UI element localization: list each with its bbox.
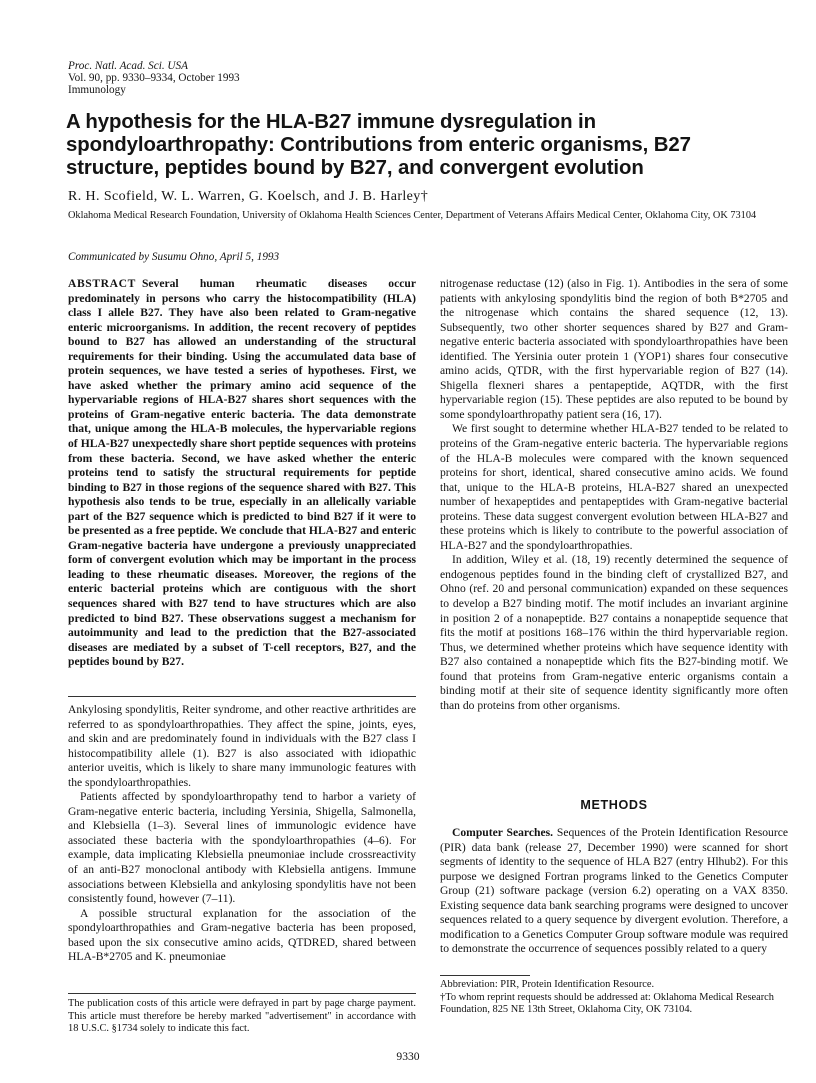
abstract-divider: [68, 696, 416, 697]
abstract: [68, 277, 416, 670]
author-list: R. H. Scofield, W. L. Warren, G. Koelsch, and J. B. Harley†: [68, 189, 429, 204]
publication-costs-note: [68, 998, 416, 1036]
page-number: 9330: [396, 1050, 420, 1063]
abstract-text: Several human rheumatic diseases occur predominately in persons who carry the histocompatibility (HLA) class I allele B27. They have also been related to Gram-negative enteric microorganisms. In addition, the recent recovery of peptides bound to B27 has allowed an understanding of the structural requirements for their binding. Using the accumulated data base of protein sequences, we have tested a series of hypotheses. First, we have asked whether the primary amino acid sequence of the hypervariable regions of HLA-B27 shares short sequences with the proteins of Gram-negative enteric bacteria. The data demonstrate that, unique among the HLA-B molecules, the hypervariable regions of HLA-B27 unexpectedly share short peptide sequences with proteins from these bacteria. Second, we have asked whether the enteric proteins tend to satisfy the structural requirements for peptide binding to B27 in those regions of the sequence shared with B27. This hypothesis also tends to be true, especially in an allelically variable part of the B27 sequence which is predicted to bind B27 if it were to be presented as a free peptide. We conclude that HLA-B27 and enteric Gram-negative bacteria have undergone a previously unappreciated form of convergent evolution which may be important in the process leading to these rheumatic diseases. Moreover, the regions of the enteric bacterial proteins which are contiguous with the short sequences shared with B27 tend to have structures which are also predicted to bind B27. These observations suggest a mechanism for autoimmunity and lead to the prediction that the B27-associated diseases are mediated by a subset of T-cell receptors, B27, and the peptides bound by B27.: [68, 277, 416, 669]
computer-searches-heading: Computer Searches.: [452, 826, 554, 839]
reprint-footnote: †To whom reprint requests should be addressed at: Oklahoma Medical Research Foundation, 825 NE 13th Street, Oklahoma City, OK 73104.: [440, 991, 774, 1015]
methods-section: [440, 826, 788, 957]
methods-text: Sequences of the Protein Identification Resource (PIR) data bank (release 27, December 1990) were scanned for short segments of identity to the sequence of HLA B27 (entry Hlhub2). For this purpose we designed Fortran programs linked to the Genetics Computer Group (21) software package (version 6.2) operating on a VAX 8350. Existing sequence data bank searching programs were designed to uncover sequences related to a query sequence by divergent evolution. Therefore, a modification to a Genetics Computer Group software module was required to demonstrate the occurrence of sequences possibly related to a query: [440, 826, 789, 956]
right-column: [440, 277, 788, 713]
methods-heading: METHODS: [580, 798, 648, 812]
journal-name: Proc. Natl. Acad. Sci. USA: [68, 60, 188, 72]
right-paragraph-3: In addition, Wiley et al. (18, 19) recently determined the sequence of endogenous peptides found in the binding cleft of crystallized B27, and Ohno (ref. 20 and personal communication) expanded on these sequences to develop a B27 binding motif. The motif includes an invariant arginine in position 2 of a nonapeptide. B27 contains a nonapeptide sequence that fits the motif at positions 168–176 within the third hypervariable region. Thus, we determined whether proteins which have sequence identity with B27 also contained a nonapeptide which fits the B27-binding motif. We found that proteins from Gram-negative enteric organisms contain a binding motif at their site of sequence identity significantly more often than do proteins from other organisms.: [440, 553, 788, 712]
abstract-heading: ABSTRACT: [68, 277, 136, 290]
affiliation: Oklahoma Medical Research Foundation, University of Oklahoma Health Sciences Center, Department of Veterans Affairs Medical Center, Oklahoma City, OK 73104: [68, 210, 757, 221]
communicated-by: Communicated by Susumu Ohno, April 5, 1993: [68, 251, 280, 263]
footnotes: [440, 979, 788, 1017]
costs-divider: [68, 993, 416, 994]
right-paragraph-1: nitrogenase reductase (12) (also in Fig. 1). Antibodies in the sera of some patients with ankylosing spondylitis bind the region of both B*2705 and the nitrogenase which contains the shared sequence (12, 13). Subsequently, two other shorter sequences shared by B27 and Gram-negative enteric bacteria associated with spondyloarthropathies have been identified. The Yersinia outer protein 1 (YOP1) shares four consecutive amino acids, QTDR, with the first hypervariable region of B27 (14). Shigella flexneri shares a pentapeptide, AQTDR, with the first hypervariable region (15). These peptides are also reputed to be bound by some spondyloarthropathy patient sera (16, 17).: [440, 277, 788, 421]
introduction-column: [68, 703, 416, 965]
intro-paragraph-1: Ankylosing spondylitis, Reiter syndrome, and other reactive arthritides are referred to as spondyloarthropathies. They affect the spine, joints, eyes, and skin and are predominately found in individuals with the B27 class I histocompatibility allele (1). B27 is also associated with idiopathic anterior uveitis, which is likely to share many immunologic features with the spondyloarthropathies.: [68, 703, 416, 789]
journal-volume: Vol. 90, pp. 9330–9334, October 1993: [68, 72, 240, 84]
intro-paragraph-3: A possible structural explanation for the association of the spondyloarthropathies and Gram-negative bacteria has been proposed, based upon the six consecutive amino acids, QTDRED, shared between HLA-B*2705 and K. pneumoniae: [68, 906, 416, 964]
intro-paragraph-2: Patients affected by spondyloarthropathy tend to harbor a variety of Gram-negative enteric bacteria, including Yersinia, Shigella, Salmonella, and Klebsiella (1–3). Several lines of immunologic evidence have associated these bacteria with the spondyloarthropathies (4–6). For example, data implicating Klebsiella pneumoniae include crossreactivity of an anti-B27 monoclonal antibody with Klebsiella antigens. Immune associations between Klebsiella and ankylosing spondylitis have not been consistently found, however (7–11).: [68, 790, 416, 906]
footnote-divider: [440, 975, 530, 976]
article-title: A hypothesis for the HLA-B27 immune dysregulation in spondyloarthropathy: Contributions from enteric organisms, B27 structure, peptides bound by B27, and convergent evolution: [66, 111, 691, 179]
journal-section: Immunology: [68, 84, 126, 96]
right-paragraph-2: We first sought to determine whether HLA-B27 tended to be related to proteins of the Gram-negative enteric bacteria. The hypervariable regions of the HLA-B molecules were compared with the known sequenced proteins for short, identical, shared consecutive amino acids. We found that, unique to the HLA-B proteins, HLA-B27 shared an unexpected number of hexapeptides and pentapeptides with Gram-negative bacterial proteins. These data suggest convergent evolution between HLA-B27 and these proteins which is likely to contribute to the powerful association of HLA-B27 and the spondyloarthropathies.: [440, 422, 788, 552]
abbreviation-footnote: Abbreviation: PIR, Protein Identification Resource.: [440, 979, 655, 990]
costs-text: The publication costs of this article were defrayed in part by page charge payment. This article must therefore be hereby marked "advertisement" in accordance with 18 U.S.C. §1734 solely to indicate this fact.: [68, 998, 416, 1034]
